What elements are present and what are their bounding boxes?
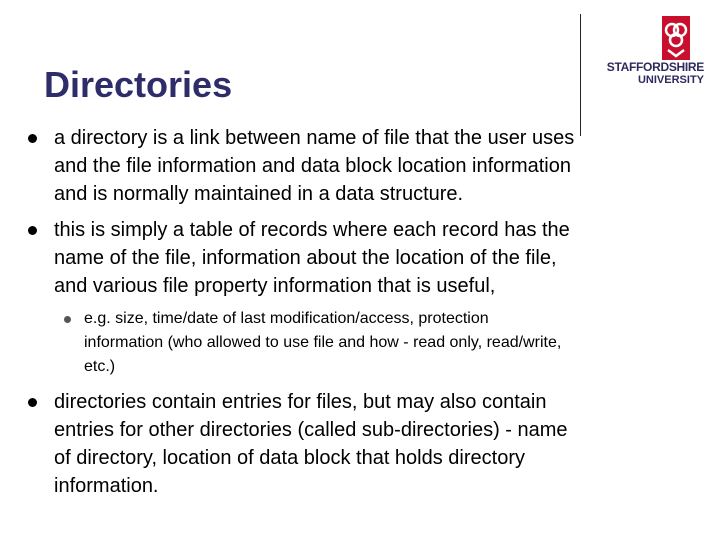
- sub-bullet-marker: [64, 316, 71, 323]
- university-logo: [590, 16, 704, 86]
- bullet-1-line-1: a directory is a link between name of file that the user uses: [54, 127, 575, 149]
- sub-bullet-line-3: etc.): [84, 358, 116, 375]
- bullet-3-line-3: of directory, location of data block that holds directory: [54, 447, 525, 469]
- sub-bullet-line-2: information (who allowed to use file and how - read only, read/write,: [84, 334, 562, 351]
- sub-bullet-line-1: e.g. size, time/date of last modification/access, protection: [84, 310, 489, 327]
- slide-title: Directories: [44, 64, 233, 105]
- bullet-marker: [28, 226, 37, 235]
- header-divider: [580, 14, 581, 136]
- bullet-1-line-2: and the file information and data block location information: [54, 155, 571, 177]
- bullet-marker: [28, 134, 37, 143]
- bullet-2-line-1: this is simply a table of records where each record has the: [54, 219, 570, 241]
- bullet-2-line-3: and various file property information that is useful,: [54, 275, 496, 297]
- bullet-2-line-2: name of the file, information about the location of the file,: [54, 247, 557, 269]
- bullet-3-line-4: information.: [54, 475, 159, 497]
- logo-text-line2: UNIVERSITY: [637, 74, 704, 86]
- bullet-marker: [28, 398, 37, 407]
- logo-text-line1: STAFFORDSHIRE: [606, 60, 704, 74]
- bullet-3-line-1: directories contain entries for files, but may also contain: [54, 391, 547, 413]
- knot-emblem-icon: [662, 16, 690, 60]
- bullet-3-line-2: entries for other directories (called sub-directories) - name: [54, 419, 568, 441]
- bullet-1-line-3: and is normally maintained in a data structure.: [54, 183, 464, 205]
